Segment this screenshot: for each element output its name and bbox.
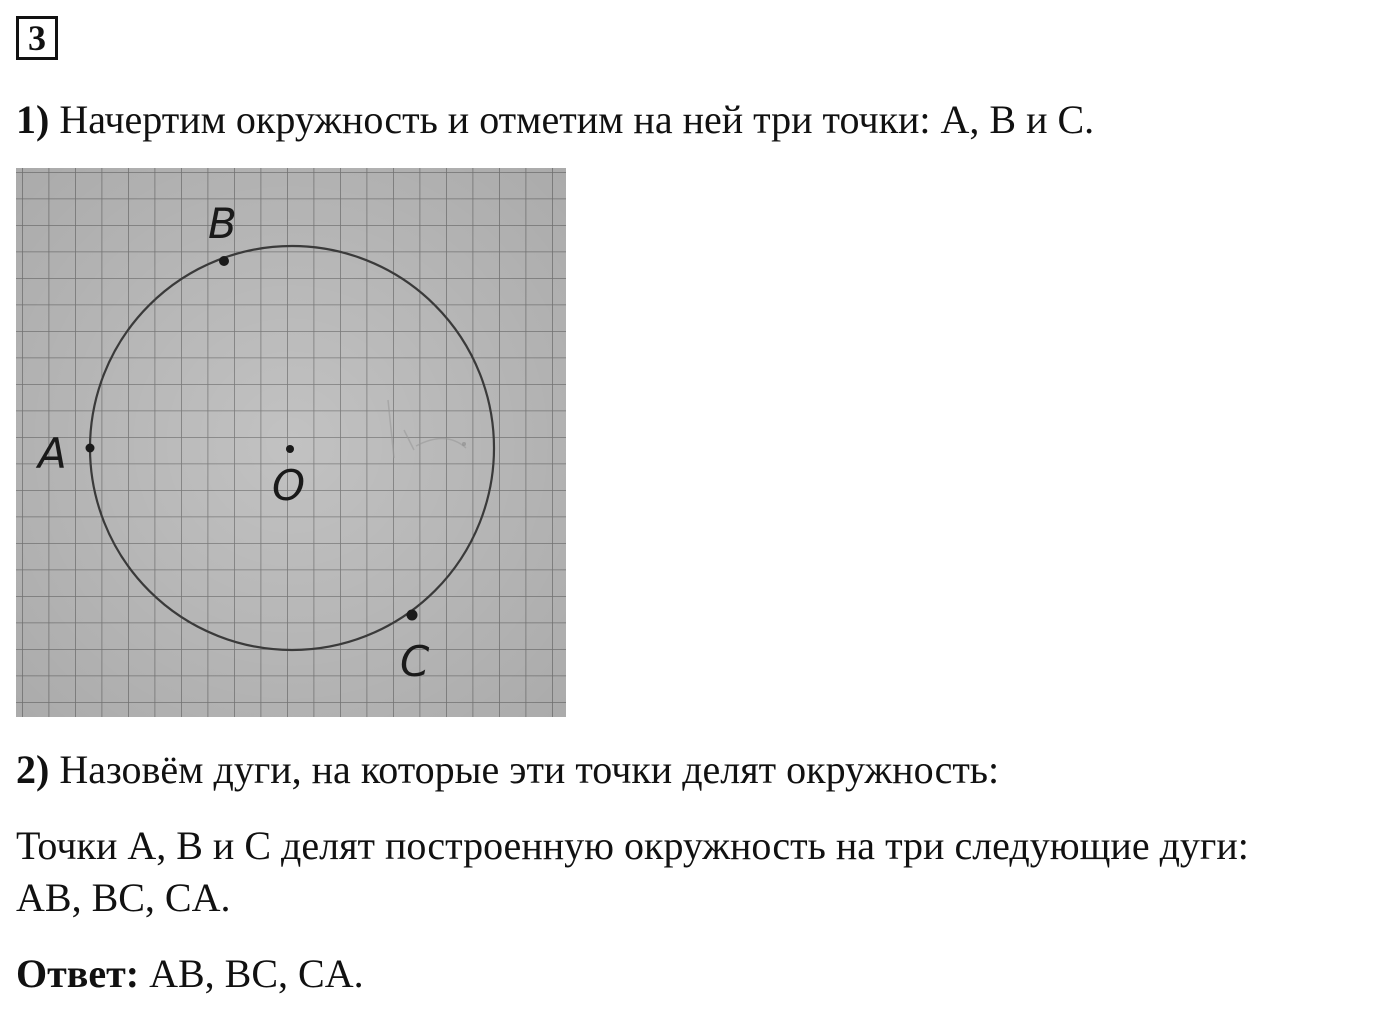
explanation-line-2: AB, BC, CA. <box>16 875 231 920</box>
step-2 <box>16 746 999 794</box>
step-2-number: 2) <box>16 747 50 792</box>
point-a-label: A <box>38 429 67 478</box>
point-a-dot <box>86 444 95 453</box>
point-b-label: B <box>208 199 237 248</box>
step-2-text: Назовём дуги, на которые эти точки делят окружность: <box>59 747 1000 792</box>
task-number: 3 <box>16 16 58 60</box>
point-o-label: O <box>272 461 306 510</box>
explanation-line-1: Точки A, B и C делят построенную окружность на три следующие дуги: <box>16 823 1249 868</box>
answer <box>16 950 364 998</box>
point-c-dot <box>407 610 418 621</box>
answer-value: AB, BC, CA. <box>149 951 364 996</box>
step-1-text: Начертим окружность и отметим на ней три точки: A, B и C. <box>59 97 1095 142</box>
circle-photo <box>16 168 566 717</box>
answer-label: Ответ: <box>16 951 140 996</box>
step-1-number: 1) <box>16 97 50 142</box>
point-o-dot <box>286 445 294 453</box>
point-c-label: C <box>400 637 430 686</box>
step-1 <box>16 96 1094 144</box>
point-b-dot <box>219 256 229 266</box>
